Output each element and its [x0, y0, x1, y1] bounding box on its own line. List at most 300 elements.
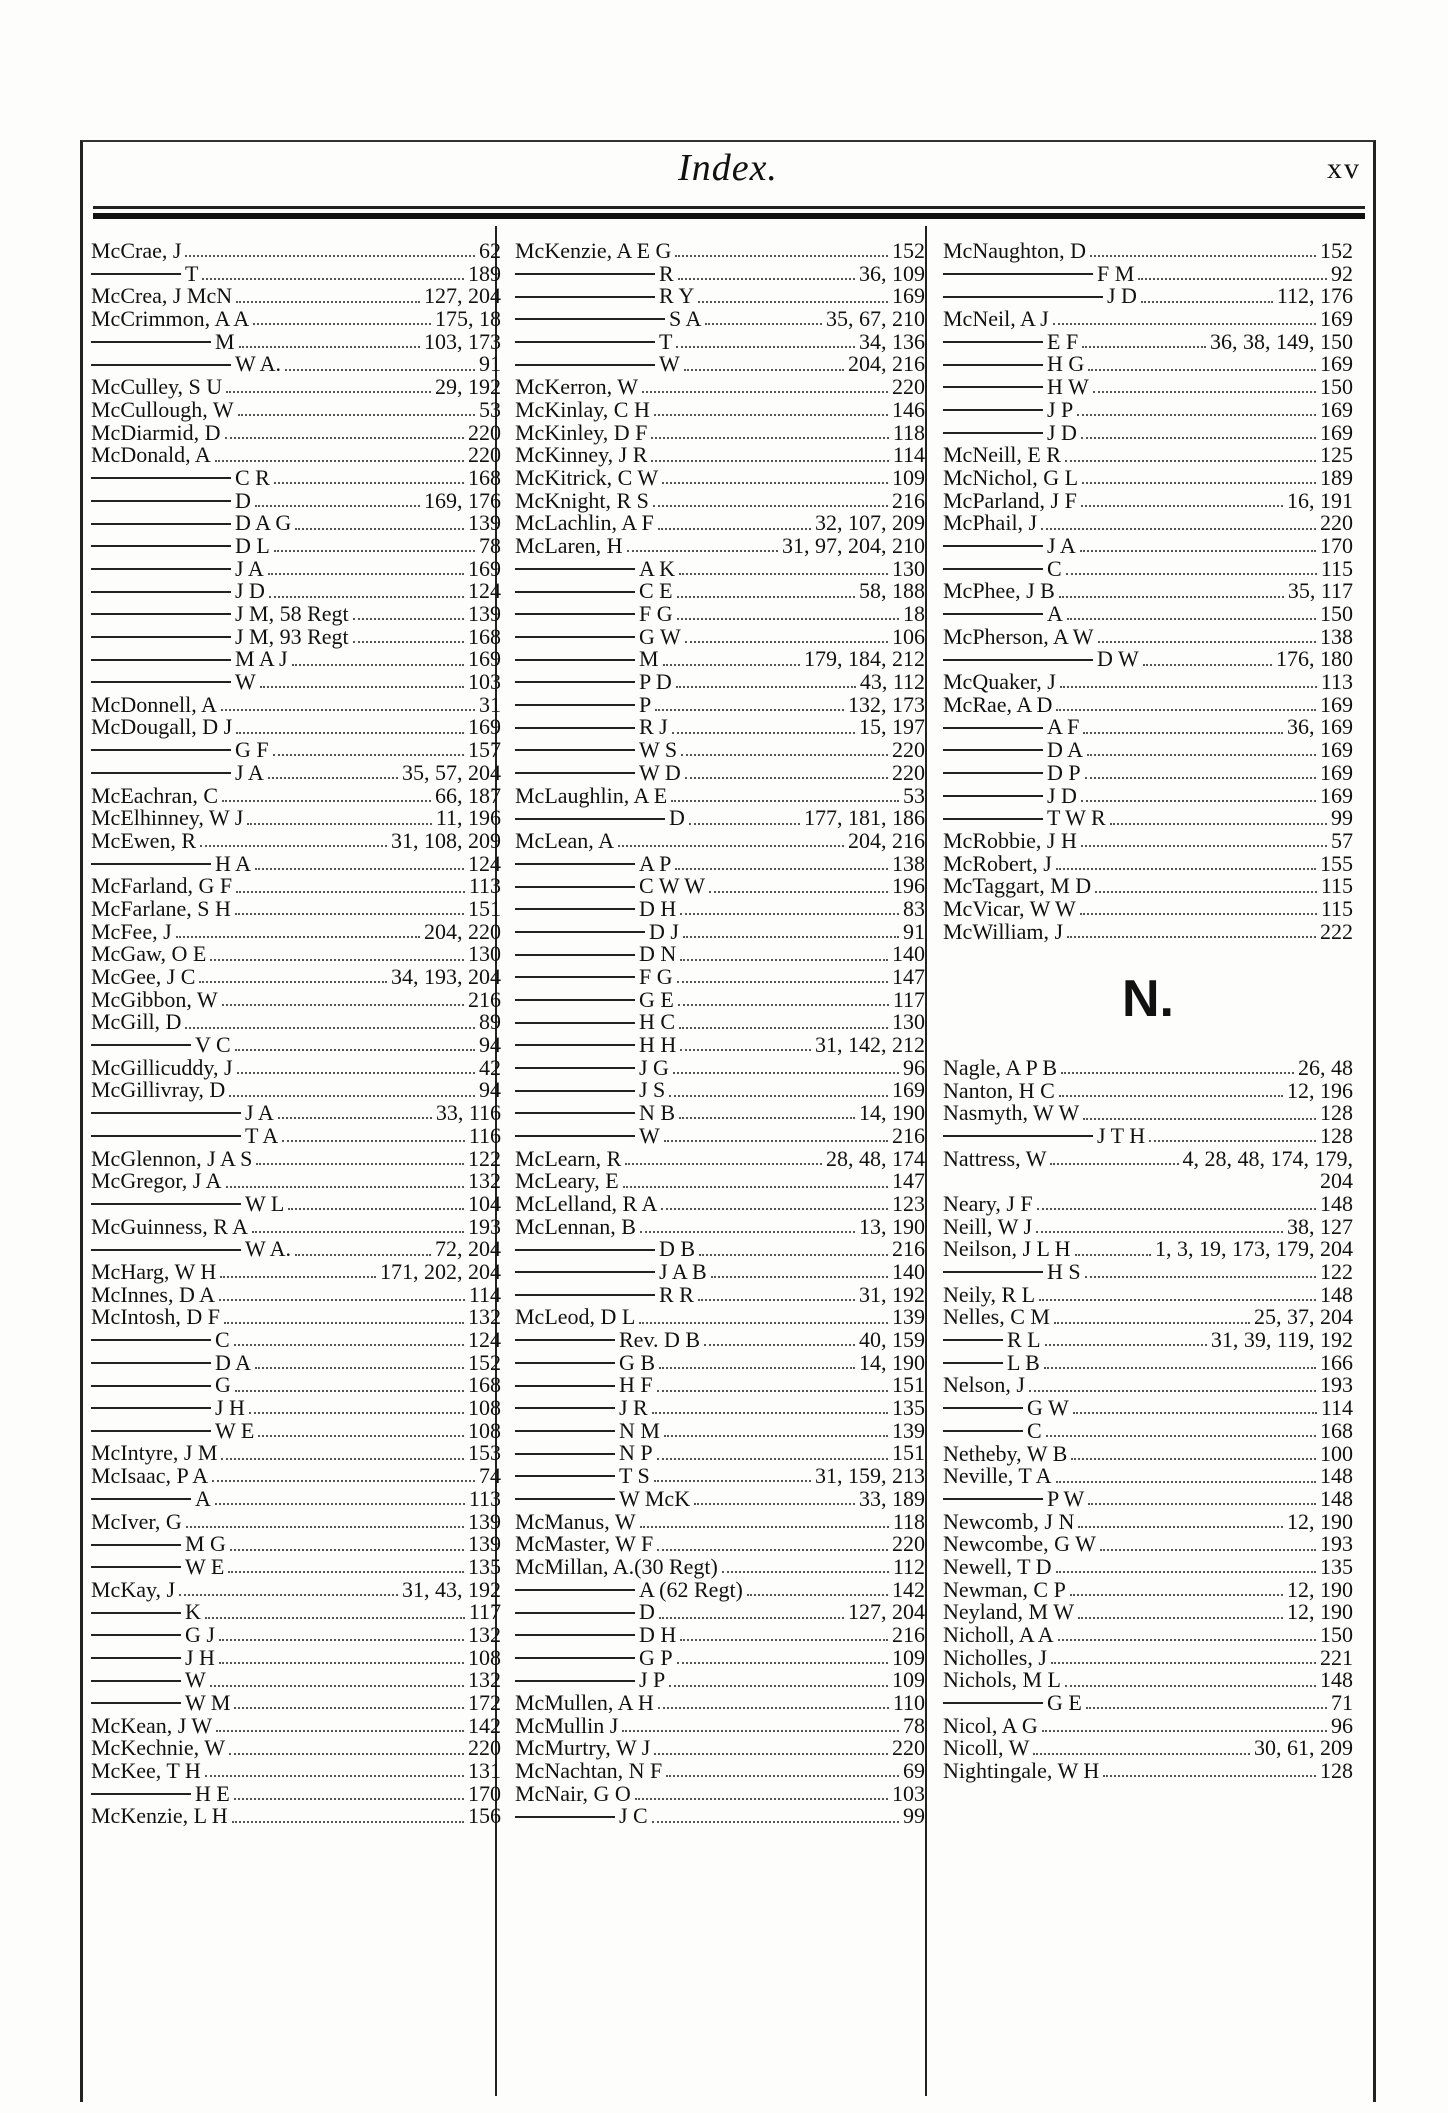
entry-pages: 150 [1320, 601, 1353, 626]
dot-leader [1041, 518, 1316, 530]
dot-leader [676, 676, 856, 688]
ditto-dash [943, 568, 1043, 570]
entry-pages: 115 [1320, 873, 1353, 899]
entry-pages: 72, 204 [435, 1236, 501, 1262]
index-entry [943, 875, 1353, 898]
dot-leader [1066, 563, 1317, 575]
index-entry [943, 555, 1353, 581]
entry-pages: 103 [892, 1780, 925, 1806]
ditto-dash [91, 1135, 241, 1137]
index-entry [91, 1442, 501, 1465]
entry-pages: 193 [1320, 1372, 1353, 1398]
dot-leader [253, 313, 431, 325]
dot-leader [1070, 1584, 1283, 1596]
index-entry [515, 1190, 925, 1216]
ditto-dash [91, 1702, 181, 1704]
dot-leader [678, 994, 889, 1006]
dot-leader [1056, 699, 1316, 711]
entry-pages: 204, 216 [848, 351, 925, 377]
entry-name: J A [245, 1100, 274, 1126]
entry-pages: 189 [468, 260, 501, 286]
entry-name: H G [1047, 351, 1085, 377]
entry-name: McInnes, D A [91, 1281, 216, 1307]
dot-leader [640, 1221, 855, 1233]
dot-leader [274, 472, 464, 484]
entry-name: McNeil, A J [943, 306, 1049, 332]
entry-name: W [185, 1667, 206, 1693]
dot-leader [622, 1720, 899, 1732]
ditto-dash [91, 1430, 211, 1432]
dot-leader [226, 381, 431, 393]
dot-leader [625, 1153, 822, 1165]
ditto-dash [943, 1702, 1043, 1704]
entry-pages: 172 [468, 1690, 501, 1715]
entry-name: D H [639, 895, 677, 921]
index-entry [515, 1238, 925, 1261]
entry-name: J S [639, 1077, 666, 1103]
dot-leader [705, 313, 822, 325]
ditto-dash [515, 1022, 635, 1024]
entry-pages: 130 [892, 1009, 925, 1035]
ditto-dash [515, 1090, 635, 1092]
dot-leader [205, 1765, 464, 1777]
ditto-dash [91, 545, 231, 547]
ditto-dash [515, 704, 635, 706]
entry-name: D A [215, 1349, 252, 1375]
entry-pages: 28, 48, 174 [826, 1145, 925, 1171]
dot-leader [658, 518, 811, 530]
dot-leader [1051, 1652, 1316, 1664]
entry-pages: 115 [1320, 555, 1353, 581]
dot-leader [1073, 1402, 1317, 1414]
index-entry [91, 716, 501, 739]
entry-name: J A B [659, 1258, 707, 1284]
dot-leader [256, 1153, 464, 1165]
ditto-dash [91, 341, 211, 343]
entry-pages: 36, 38, 149, 150 [1210, 328, 1353, 354]
dot-leader [694, 1493, 855, 1505]
index-entry [515, 1712, 925, 1738]
index-entry [91, 623, 501, 649]
dot-leader [1088, 1493, 1316, 1505]
index-entry [943, 1261, 1353, 1284]
index-entry [943, 1760, 1353, 1783]
index-entry [91, 691, 501, 717]
index-entry [91, 1122, 501, 1148]
index-entry [91, 1011, 501, 1034]
dot-leader [234, 1334, 464, 1346]
dot-leader [220, 1266, 376, 1278]
ditto-dash [91, 613, 231, 615]
index-entry [943, 1281, 1353, 1307]
index-entry [91, 1805, 501, 1828]
dot-leader [228, 1561, 464, 1573]
dot-leader [212, 1470, 475, 1482]
entry-name: C W W [639, 873, 706, 899]
entry-pages: 176, 180 [1276, 646, 1353, 672]
entry-pages: 114 [1320, 1395, 1353, 1421]
entry-name: D J [649, 918, 679, 944]
dot-leader [1039, 1289, 1316, 1301]
dot-leader [662, 472, 888, 484]
entry-name: McHarg, W H [91, 1258, 217, 1284]
entry-name: C [215, 1327, 230, 1352]
dot-leader [215, 1493, 465, 1505]
entry-name: N M [619, 1417, 660, 1443]
dot-leader [683, 926, 899, 938]
dot-leader [627, 540, 778, 552]
entry-pages: 220 [468, 442, 501, 468]
dot-leader [640, 1516, 889, 1528]
dot-leader [236, 881, 465, 893]
entry-pages: 31, 192 [859, 1281, 925, 1307]
entry-pages: 142 [892, 1576, 925, 1602]
entry-name: H A [215, 850, 252, 876]
index-entry [943, 1553, 1353, 1579]
dot-leader [652, 1811, 899, 1823]
entry-pages: 155 [1320, 850, 1353, 876]
entry-name: McWilliam, J [943, 918, 1064, 944]
index-entry [515, 782, 925, 808]
entry-pages: 135 [892, 1395, 925, 1421]
entry-pages: 128 [1320, 1758, 1353, 1784]
entry-pages: 216 [892, 1621, 925, 1647]
entry-pages: 151 [892, 1440, 925, 1466]
entry-pages: 193 [1320, 1531, 1353, 1557]
entry-pages: 156 [468, 1803, 501, 1829]
dot-leader [1098, 631, 1316, 643]
index-entry [515, 1397, 925, 1420]
ditto-dash [91, 1793, 191, 1795]
ditto-dash [91, 477, 231, 479]
index-entry [515, 1442, 925, 1465]
index-entry [943, 1669, 1353, 1692]
entry-pages: 108 [468, 1395, 501, 1421]
entry-pages: 128 [1320, 1122, 1353, 1148]
entry-pages: 26, 48 [1298, 1054, 1353, 1080]
index-entry [515, 240, 925, 263]
entry-name: A P [639, 850, 672, 876]
entry-pages: 112 [892, 1553, 925, 1579]
entry-name: G [215, 1372, 231, 1398]
entry-name: McGee, J C [91, 964, 196, 989]
entry-pages: 103, 173 [424, 328, 501, 354]
entry-pages: 169 [1320, 691, 1353, 717]
index-entry [515, 1805, 925, 1828]
entry-pages: 221 [1320, 1644, 1353, 1670]
index-entry [515, 444, 925, 467]
dot-leader [295, 1244, 431, 1256]
dot-leader [698, 291, 888, 303]
index-entry [943, 1533, 1353, 1556]
entry-pages: 30, 61, 209 [1254, 1735, 1353, 1761]
entry-name: McGillicuddy, J [91, 1054, 233, 1080]
entry-pages: 138 [1320, 623, 1353, 649]
index-entry [91, 1034, 501, 1057]
entry-name: McIsaac, P A [91, 1463, 209, 1489]
ditto-dash [515, 296, 655, 298]
index-entry [91, 1306, 501, 1329]
ditto-dash [91, 1680, 181, 1682]
index-entry [91, 875, 501, 898]
entry-name: Nicholl, A A [943, 1622, 1054, 1647]
index-entry [91, 512, 501, 535]
ditto-dash [943, 296, 1103, 298]
index-entry [91, 1397, 501, 1420]
entry-pages: 148 [1320, 1667, 1353, 1693]
index-entry [943, 1601, 1353, 1624]
ditto-dash [91, 568, 231, 570]
dot-leader [659, 1357, 855, 1369]
ditto-dash [515, 772, 635, 774]
entry-pages: 99 [1331, 805, 1353, 831]
dot-leader [255, 1357, 464, 1369]
index-entry [515, 512, 925, 535]
entry-pages: 169 [1320, 306, 1353, 332]
dot-leader [353, 631, 464, 643]
dot-leader [657, 1380, 888, 1392]
dot-leader [260, 676, 464, 688]
entry-pages: 157 [468, 737, 501, 763]
ditto-dash [515, 999, 635, 1001]
entry-pages: 216 [892, 1122, 925, 1148]
ditto-dash [515, 1339, 615, 1341]
ditto-dash [515, 636, 635, 638]
dot-leader [1082, 472, 1316, 484]
index-entry [943, 419, 1353, 445]
entry-name: Neily, R L [943, 1281, 1036, 1307]
entry-name: McGaw, O E [91, 941, 207, 967]
entry-pages: 109 [892, 464, 925, 490]
dot-leader [1077, 404, 1316, 416]
entry-name: McQuaker, J [943, 669, 1056, 695]
dot-leader [1083, 722, 1283, 734]
entry-pages: 31, 142, 212 [815, 1032, 925, 1058]
entry-name: McKee, T H [91, 1758, 201, 1784]
entry-name: McDonnell, A [91, 691, 217, 717]
index-entry [515, 1485, 925, 1511]
entry-pages: 193 [468, 1213, 501, 1239]
index-entry [91, 1760, 501, 1783]
dot-leader [709, 881, 888, 893]
ditto-dash [515, 1044, 635, 1046]
ditto-dash [91, 863, 211, 865]
index-entry [943, 376, 1353, 399]
entry-name: Neyland, M W [943, 1599, 1074, 1625]
dot-leader [230, 1539, 464, 1551]
index-entry [515, 691, 925, 717]
index-entry [515, 739, 925, 762]
dot-leader [1054, 1312, 1250, 1324]
entry-pages: 33, 116 [435, 1100, 501, 1126]
entry-name: J H [215, 1395, 245, 1421]
dot-leader [1059, 1085, 1283, 1097]
index-entry [943, 285, 1353, 308]
entry-pages: 14, 190 [859, 1100, 925, 1126]
entry-pages: 113 [1320, 669, 1353, 695]
entry-pages: 124 [468, 578, 501, 604]
entry-name: McIntosh, D F [91, 1304, 220, 1330]
dot-leader [679, 1107, 855, 1119]
index-entry [91, 1644, 501, 1670]
entry-name: McNeill, E R [943, 442, 1061, 468]
index-entry [515, 1508, 925, 1534]
entry-name: R R [659, 1281, 694, 1307]
index-entry [91, 1145, 501, 1171]
entry-pages: 53 [903, 782, 925, 808]
entry-name: R [659, 260, 674, 286]
index-entry [515, 396, 925, 422]
ditto-dash [91, 1203, 241, 1205]
entry-pages: 169 [892, 283, 925, 309]
entry-pages: 31, 159, 213 [815, 1463, 925, 1489]
index-entry [91, 555, 501, 581]
dot-leader [661, 1198, 888, 1210]
index-entry [943, 1190, 1353, 1216]
dot-leader [1061, 1062, 1294, 1074]
dot-leader [222, 994, 464, 1006]
entry-name: G J [185, 1621, 215, 1647]
entry-name: McNichol, G L [943, 464, 1079, 490]
entry-name: Newman, C P [943, 1576, 1066, 1602]
entry-pages: 128 [1320, 1100, 1353, 1126]
entry-name: M [639, 646, 659, 672]
index-entry [515, 1145, 925, 1171]
dot-leader [1042, 1720, 1327, 1732]
entry-name: J P [1047, 396, 1074, 422]
entry-pages: 124 [468, 1327, 501, 1352]
index-entry [91, 1553, 501, 1579]
index-entry [515, 353, 925, 376]
entry-pages: 139 [892, 1417, 925, 1443]
index-entry [515, 671, 925, 694]
ditto-dash [515, 863, 635, 865]
entry-name: McGillivray, D [91, 1077, 226, 1103]
entry-pages: 16, 191 [1287, 487, 1353, 513]
header-rule [93, 206, 1365, 209]
index-entry [943, 1417, 1353, 1443]
ditto-dash [91, 636, 231, 638]
index-entry [515, 260, 925, 286]
index-entry [91, 1737, 501, 1760]
entry-name: P [639, 691, 652, 717]
entry-pages: 96 [903, 1054, 925, 1080]
entry-name: McRae, A D [943, 691, 1053, 717]
entry-name: McLean, A [515, 827, 614, 853]
entry-name: C [1027, 1417, 1042, 1443]
entry-pages: 169 [892, 1077, 925, 1103]
page-frame [80, 140, 1376, 2102]
index-entry [515, 943, 925, 966]
dot-leader [222, 790, 431, 802]
entry-pages: 117 [468, 1599, 501, 1625]
index-entry [91, 444, 501, 467]
dot-leader [249, 1402, 464, 1414]
ditto-dash [943, 772, 1043, 774]
index-entry [91, 464, 501, 490]
entry-pages: 31 [479, 691, 501, 717]
entry-pages: 14, 190 [859, 1349, 925, 1375]
entry-pages: 177, 181, 186 [804, 805, 925, 831]
dot-leader [255, 858, 464, 870]
index-entry [943, 1145, 1353, 1171]
index-entry [515, 1329, 925, 1352]
index-entry [515, 1553, 925, 1579]
page-title: Index. [678, 147, 778, 189]
entry-name: McPhail, J [943, 510, 1038, 536]
ditto-dash [943, 1339, 1003, 1341]
entry-name: D A G [235, 510, 292, 536]
index-entry [515, 328, 925, 354]
dot-leader [659, 1607, 844, 1619]
entry-name: P D [639, 669, 672, 695]
index-entry [515, 986, 925, 1012]
dot-leader [1087, 744, 1316, 756]
ditto-dash [515, 1067, 635, 1069]
entry-pages: 13, 190 [859, 1213, 925, 1239]
index-entry [91, 1533, 501, 1556]
dot-leader [680, 1629, 888, 1641]
ditto-dash [515, 1385, 615, 1387]
ditto-dash [515, 1498, 615, 1500]
dot-leader [1056, 1561, 1316, 1573]
ditto-dash [91, 1249, 241, 1251]
index-entry [943, 1122, 1353, 1148]
index-entry [91, 532, 501, 558]
index-entry [943, 648, 1353, 671]
entry-pages: 220 [892, 374, 925, 400]
entry-name: J R [619, 1395, 648, 1421]
dot-leader [1033, 1743, 1250, 1755]
entry-pages: 132 [468, 1667, 501, 1693]
index-entry [91, 782, 501, 808]
entry-pages: 118 [892, 1508, 925, 1534]
index-entry [515, 1079, 925, 1102]
entry-pages: 169 [1320, 737, 1353, 763]
entry-name: McCulley, S U [91, 374, 223, 400]
entry-name: McLaughlin, A E [515, 782, 668, 808]
entry-pages: 179, 184, 212 [804, 646, 925, 672]
dot-leader [268, 767, 398, 779]
entry-pages: 169 [1320, 351, 1353, 377]
index-entry [91, 1465, 501, 1488]
ditto-dash [515, 1135, 635, 1137]
ditto-dash [91, 1362, 211, 1364]
entry-name: G E [1047, 1690, 1082, 1716]
entry-name: J C [619, 1803, 648, 1829]
ditto-dash [943, 341, 1043, 343]
entry-pages: 189 [1320, 464, 1353, 490]
index-entry [943, 308, 1353, 331]
index-entry [515, 555, 925, 581]
dot-leader [1081, 495, 1283, 507]
dot-leader [1080, 903, 1317, 915]
dot-leader [711, 1266, 888, 1278]
entry-name: McLachlin, A F [515, 510, 654, 536]
dot-leader [1037, 1198, 1316, 1210]
index-entry [515, 1644, 925, 1670]
index-entry [943, 671, 1353, 694]
ditto-dash [91, 1566, 181, 1568]
index-entry [943, 1576, 1353, 1602]
entry-name: McLaren, H [515, 532, 623, 558]
index-entry [91, 487, 501, 513]
dot-leader [235, 1039, 475, 1051]
entry-name: W [659, 351, 680, 377]
index-entry [943, 895, 1353, 921]
dot-leader [677, 608, 899, 620]
ditto-dash [515, 1362, 615, 1364]
